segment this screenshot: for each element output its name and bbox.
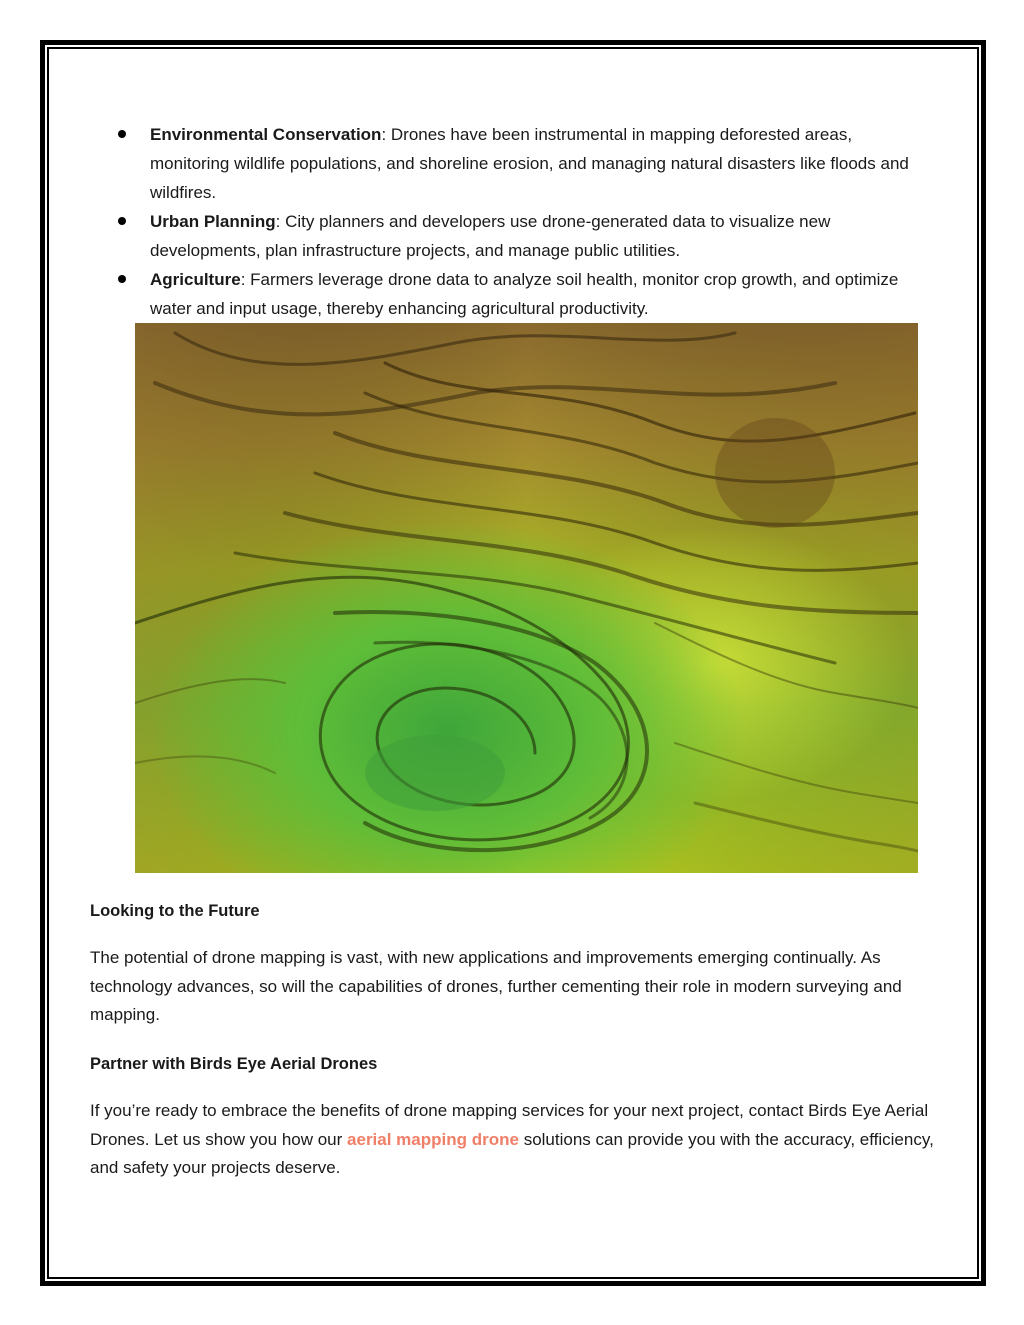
paragraph-partner-text-after: solutions can provide you with the accuracy, efficiency, and safety your projects deserve.	[90, 1129, 934, 1177]
bullet-icon	[118, 217, 126, 225]
list-item-text: : City planners and developers use drone-generated data to visualize new developments, plan infrastructure projects, and manage public utilities.	[150, 212, 831, 260]
bullet-icon	[118, 275, 126, 283]
elevation-map-image	[135, 323, 918, 873]
list-item-text: : Farmers leverage drone data to analyze soil health, monitor crop growth, and optimize water and input usage, thereby enhancing agricultural productivity.	[150, 270, 899, 318]
list-item-text: : Drones have been instrumental in mapping deforested areas, monitoring wildlife populations, and shoreline erosion, and managing natural disasters like floods and wildfires.	[150, 125, 909, 202]
bullet-icon	[118, 130, 126, 138]
section-heading-future: Looking to the Future	[90, 902, 260, 920]
section-heading-partner: Partner with Birds Eye Aerial Drones	[90, 1055, 378, 1073]
paragraph-partner-text-before: If you’re ready to embrace the benefits of drone mapping services for your next project, contact Birds Eye Aerial Drones. Let us show you how our	[90, 1101, 929, 1149]
list-item-urban-planning	[112, 207, 912, 265]
list-item-term: Agriculture	[150, 270, 241, 289]
paragraph-future: The potential of drone mapping is vast, with new applications and improvements emerging continually. As technology advances, so will the capabilities of drones, further cementing their role in modern surveying and mapping.	[90, 948, 902, 1024]
paragraph-partner	[90, 1097, 940, 1183]
use-case-list	[112, 120, 912, 323]
list-item-environmental	[112, 120, 912, 207]
list-item-term: Environmental Conservation	[150, 125, 382, 144]
list-item-agriculture	[112, 265, 912, 323]
aerial-mapping-drone-link[interactable]: aerial mapping drone	[347, 1129, 519, 1149]
list-item-term: Urban Planning	[150, 212, 276, 231]
